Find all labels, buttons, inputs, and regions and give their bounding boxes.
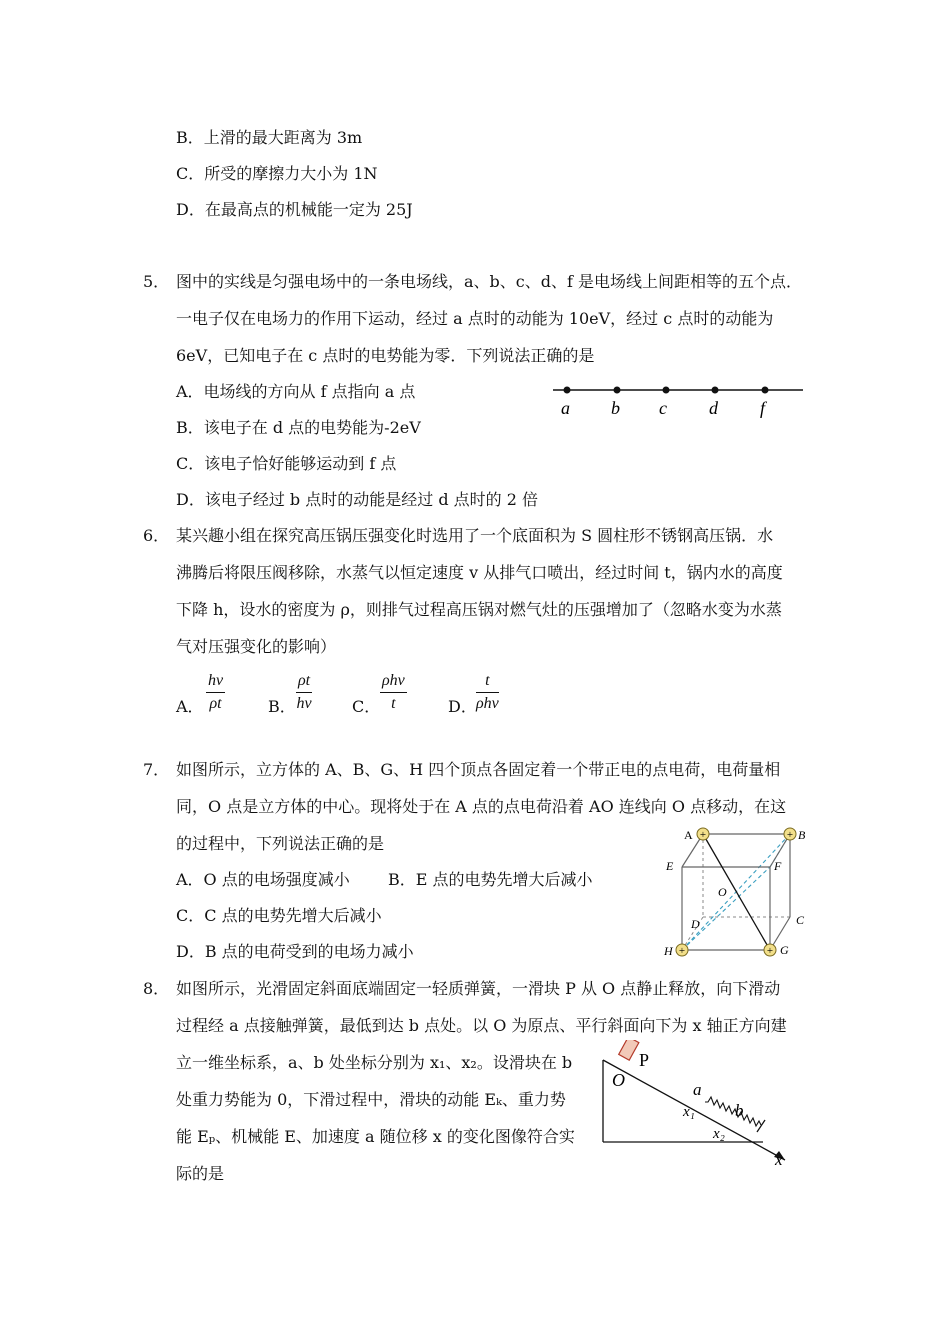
charge-b [784,828,796,841]
label-c: c [659,398,667,418]
q6-option-a-denominator: ρt [209,695,222,712]
label-a: a [693,1080,702,1099]
q4-option-d: D．在最高点的机械能一定为 25J [176,200,413,219]
label-E: E [666,859,674,873]
label-O: O [612,1070,625,1090]
q6-option-b-numerator: ρt [296,672,312,693]
q5-option-c: C．该电子恰好能够运动到 f 点 [176,454,397,473]
q7-stem-line3: 的过程中，下列说法正确的是 [176,834,385,853]
q8-number: 8． [143,979,170,998]
q6-option-c-denominator: t [391,695,396,712]
q6-option-d-numerator: t [476,672,499,693]
q6-stem-line3: 下降 h，设水的密度为 ρ，则排气过程高压锅对燃气灶的压强增加了（忽略水变为水蒸 [176,600,782,619]
q6-option-a-numerator: hv [206,672,225,693]
q5-option-a: A．电场线的方向从 f 点指向 a 点 [176,382,416,401]
label-B: B [798,828,806,842]
q7-cube-figure [660,822,815,962]
svg-text:+: + [786,829,794,841]
q5-stem-line3: 6eV，已知电子在 c 点时的电势能为零．下列说法正确的是 [176,346,595,365]
q7-option-c: C．C 点的电势先增大后减小 [176,906,382,925]
q8-incline-figure [595,1040,795,1170]
point-a [564,387,571,394]
q6-stem-line2: 沸腾后将限压阀移除，水蒸气以恒定速度 v 从排气口喷出，经过时间 t，锅内水的高度 [176,563,783,582]
q6-option-a-fraction [206,672,225,713]
charge-h [676,944,688,957]
point-f [762,387,769,394]
q6-option-a-label: A． [176,697,204,716]
q7-option-a: A．O 点的电场强度减小 [176,870,350,889]
q7-number: 7． [143,760,170,779]
diagonal-ag [703,834,770,950]
q6-option-d-denominator: ρhv [476,695,499,712]
q8-stem-line1: 如图所示，光滑固定斜面底端固定一轻质弹簧，一滑块 P 从 O 点静止释放，向下滑动 [176,979,781,998]
label-G: G [780,943,789,957]
q7-stem-line1: 如图所示，立方体的 A、B、G、H 四个顶点各固定着一个带正电的点电荷，电荷量相 [176,760,781,779]
label-d: d [709,398,718,418]
q7-stem-line2: 同，O 点是立方体的中心。现将处于在 A 点的点电荷沿着 AO 连线向 O 点移动，在这 [176,797,787,816]
q6-option-c-label: C． [352,697,381,716]
q6-option-b-label: B． [268,697,296,716]
q6-option-c-fraction [380,672,407,713]
point-c [663,387,670,394]
point-b [614,387,621,394]
diagonal-hf [682,867,770,950]
q8-stem-line3: 立一维坐标系，a、b 处坐标分别为 x₁、x₂。设滑块在 b [176,1053,573,1072]
q5-stem-line1: 图中的实线是匀强电场中的一条电场线，a、b、c、d、f 是电场线上间距相等的五个点． [176,272,802,291]
spring [705,1097,761,1126]
label-f: f [760,398,766,418]
q6-stem-line4: 气对压强变化的影响） [176,637,337,656]
q8-stem-line2: 过程经 a 点接触弹簧，最低到达 b 点处。以 O 为原点、平行斜面向下为 x 轴正方向建 [176,1016,787,1035]
label-F: F [774,859,782,873]
label-C: C [796,913,805,927]
q4-option-c: C．所受的摩擦力大小为 1N [176,164,378,183]
svg-text:+: + [766,945,774,957]
q7-option-d: D．B 点的电荷受到的电场力减小 [176,942,414,961]
point-d [712,387,719,394]
svg-text:+: + [699,829,707,841]
q8-stem-line5: 能 Eₚ、机械能 E、加速度 a 随位移 x 的变化图像符合实 [176,1127,575,1146]
q5-number: 5． [143,272,170,291]
label-A: A [684,828,693,842]
q8-stem-line4: 处重力势能为 0，下滑过程中，滑块的动能 Eₖ、重力势 [176,1090,566,1109]
label-x1: x₁ [683,1104,695,1120]
q5-field-line-figure [545,378,810,423]
q6-stem-line1: 某兴趣小组在探究高压锅压强变化时选用了一个底面积为 S 圆柱形不锈钢高压锅．水 [176,526,774,545]
svg-text:+: + [678,945,686,957]
label-b: b [735,1101,744,1120]
q4-option-b: B．上滑的最大距离为 3m [176,128,363,147]
q7-option-b: B．E 点的电势先增大后减小 [388,870,593,889]
q6-option-c-numerator: ρhv [380,672,407,693]
label-a: a [561,398,570,418]
label-b: b [611,398,620,418]
label-H: H [664,944,673,958]
q6-option-d-label: D． [448,697,477,716]
label-D: D [691,917,700,931]
q6-number: 6． [143,526,170,545]
label-P: P [639,1050,650,1070]
label-x2: x₂ [713,1126,725,1142]
q5-option-b: B．该电子在 d 点的电势能为-2eV [176,418,421,437]
block-p [619,1040,639,1060]
charge-a [697,828,709,841]
q6-option-b-fraction [296,672,312,713]
q8-stem-line6: 际的是 [176,1164,225,1183]
label-O: O [718,885,727,899]
q6-option-d-fraction [476,672,499,713]
charge-g [764,944,776,957]
q5-option-d: D．该电子经过 b 点时的动能是经过 d 点时的 2 倍 [176,490,539,509]
q5-stem-line2: 一电子仅在电场力的作用下运动，经过 a 点时的动能为 10eV，经过 c 点时的动能为 [176,309,774,328]
label-x: x [775,1150,783,1169]
q6-option-b-denominator: hv [296,695,312,712]
